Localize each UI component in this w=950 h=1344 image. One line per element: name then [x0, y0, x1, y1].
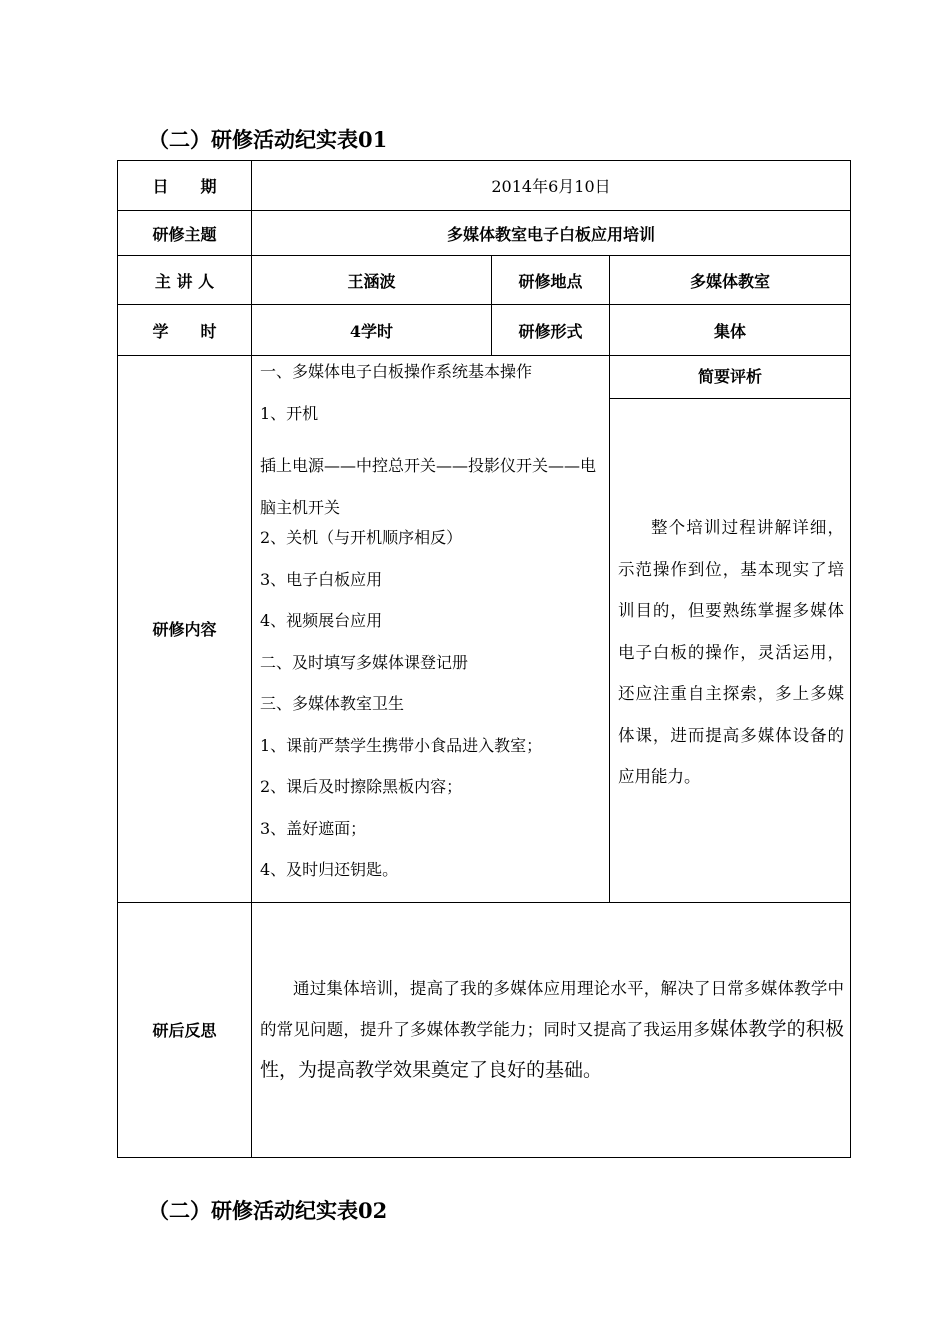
reflection-text-part-a: 通过集体培训，提高了我的多媒体应用理论水平，解决了日常多媒体教学中的常见问题，提升了多媒体教学能力；同时又提高了我运用多: [260, 979, 845, 1039]
activity-record-table: [117, 160, 851, 1158]
format-label: 研修形式: [492, 305, 610, 356]
content-line: 3、电子白板应用: [260, 569, 383, 589]
content-line: 三、多媒体教室卫生: [260, 694, 405, 713]
page-heading-02: （二）研修活动纪实表02: [148, 1198, 388, 1223]
hours-label: 学 时: [118, 305, 252, 356]
content-line: 3、盖好遮面；: [260, 818, 367, 838]
reflection-label: 研后反思: [118, 902, 252, 1157]
format-value: 集体: [610, 305, 851, 356]
content-line: 二、及时填写多媒体课登记册: [260, 652, 469, 672]
content-line: 插上电源——中控总开关——投影仪开关——电脑主机开关: [260, 456, 597, 517]
content-line: 1、课前严禁学生携带小食品进入教室；: [260, 735, 543, 755]
content-label: 研修内容: [118, 356, 252, 903]
reflection-text-part-b: 媒体教学的积极性，为提高教学效果奠定了良好的基础。: [260, 1018, 845, 1081]
analysis-label: 简要评析: [610, 356, 850, 399]
speaker-value: 王涵波: [252, 256, 492, 305]
content-line: 2、关机（与开机顺序相反）: [260, 528, 463, 547]
topic-label: 研修主题: [118, 211, 252, 256]
location-value: 多媒体教室: [610, 256, 851, 305]
analysis-cell: [610, 356, 851, 903]
reflection-cell: [252, 902, 851, 1157]
content-cell: [252, 356, 610, 903]
content-line: 2、课后及时擦除黑板内容；: [260, 777, 463, 796]
date-value: 2014年6月10日: [252, 161, 851, 211]
page-heading-01: （二）研修活动纪实表01: [148, 127, 388, 152]
speaker-label: 主 讲 人: [118, 256, 252, 305]
content-line: 1、开机: [260, 403, 319, 423]
hours-value: 4学时: [252, 305, 492, 356]
content-line: 一、多媒体电子白板操作系统基本操作: [260, 362, 533, 381]
location-label: 研修地点: [492, 256, 610, 305]
analysis-text: 整个培训过程讲解详细，示范操作到位，基本现实了培训目的，但要熟练掌握多媒体电子白板的操作，灵活运用，还应注重自主探索，多上多媒体课，进而提高多媒体设备的应用能力。: [618, 518, 845, 786]
date-label: 日 期: [118, 161, 252, 211]
content-list: [252, 356, 609, 902]
topic-value: 多媒体教室电子白板应用培训: [252, 211, 851, 256]
reflection-text: [252, 968, 850, 1091]
content-line: 4、及时归还钥匙。: [260, 860, 399, 879]
content-line: 4、视频展台应用: [260, 611, 383, 630]
